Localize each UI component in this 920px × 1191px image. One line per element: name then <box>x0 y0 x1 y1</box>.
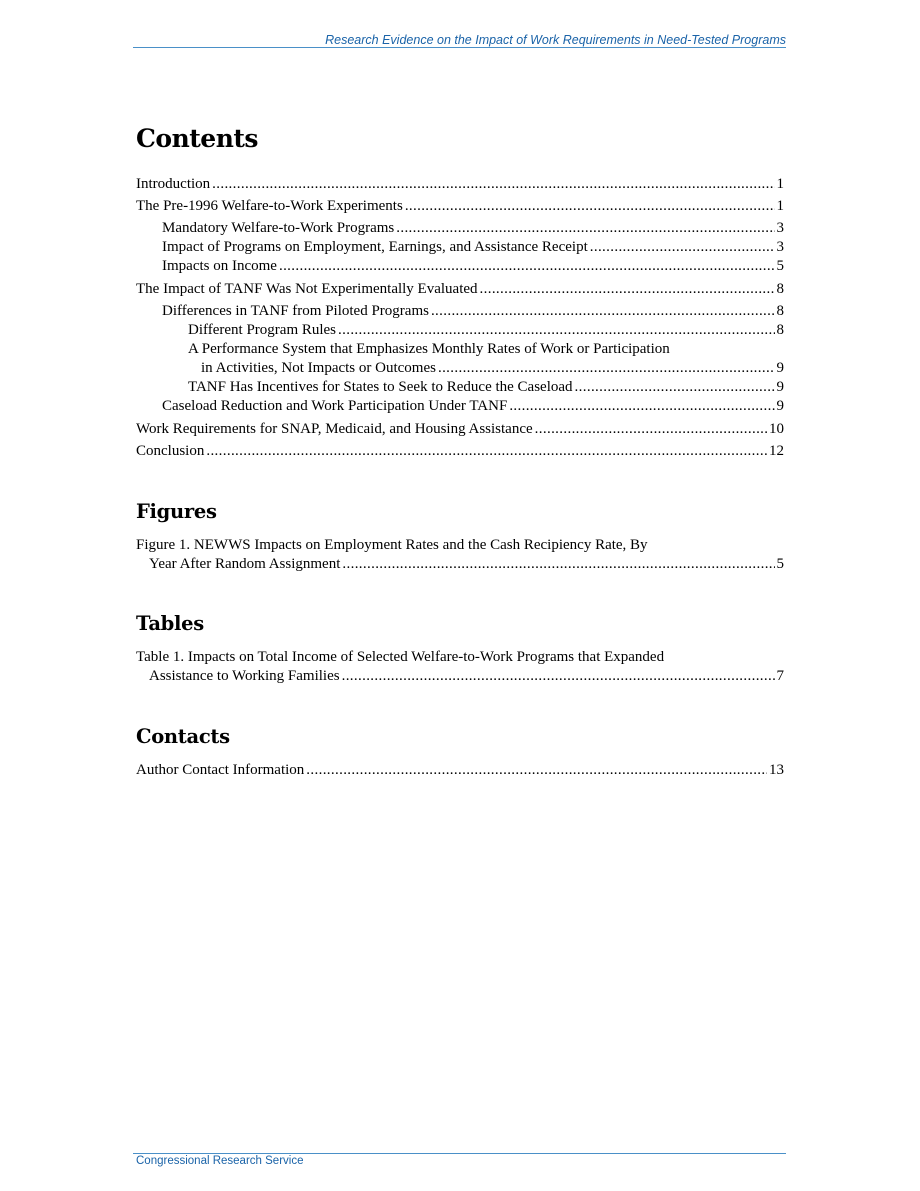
toc-entry-impacts-income[interactable]: Impacts on Income ..... 5 <box>162 257 784 276</box>
footer-rule <box>133 1153 786 1154</box>
toc-entry-pre1996[interactable]: The Pre-1996 Welfare-to-Work Experiments ..... 1 <box>136 197 784 216</box>
toc-entry-tanf-not-evaluated[interactable]: The Impact of TANF Was Not Experimentally Evaluated ..... 8 <box>136 280 784 299</box>
toc-entry-conclusion[interactable]: Conclusion ..... 12 <box>136 442 784 461</box>
toc-entry-introduction[interactable]: Introduction ..... 1 <box>136 175 784 194</box>
footer-org: Congressional Research Service <box>136 1155 304 1167</box>
toc-entry-mandatory[interactable]: Mandatory Welfare-to-Work Programs ..... 3 <box>162 219 784 238</box>
figures-heading: Figures <box>136 500 217 523</box>
contacts-heading: Contacts <box>136 725 230 748</box>
toc-entry-figure-1[interactable]: Figure 1. NEWWS Impacts on Employment Rates and the Cash Recipiency Rate, By Year After Random Assignment ..... 5 <box>136 536 784 574</box>
toc-entry-performance-system[interactable]: A Performance System that Emphasizes Monthly Rates of Work or Participation in Activities, Not Impacts or Outcomes ..... 9 <box>188 340 784 378</box>
toc-entry-caseload-reduction[interactable]: Caseload Reduction and Work Participation Under TANF ..... 9 <box>162 397 784 416</box>
tables-heading: Tables <box>136 612 204 635</box>
toc-entry-incentives[interactable]: TANF Has Incentives for States to Seek to Reduce the Caseload ..... 9 <box>188 378 784 397</box>
toc-entry-differences[interactable]: Differences in TANF from Piloted Programs ..... 8 <box>162 302 784 321</box>
contents-heading: Contents <box>136 124 259 153</box>
header-rule <box>133 47 786 48</box>
toc-entry-table-1[interactable]: Table 1. Impacts on Total Income of Selected Welfare-to-Work Programs that Expanded Assistance to Working Families ..... 7 <box>136 648 784 686</box>
toc-entry-author-contact[interactable]: Author Contact Information ..... 13 <box>136 761 784 780</box>
toc-entry-program-rules[interactable]: Different Program Rules ..... 8 <box>188 321 784 340</box>
running-header: Research Evidence on the Impact of Work Requirements in Need-Tested Programs <box>325 33 786 47</box>
toc-entry-impact-employment[interactable]: Impact of Programs on Employment, Earnings, and Assistance Receipt ..... 3 <box>162 238 784 257</box>
toc-entry-work-requirements[interactable]: Work Requirements for SNAP, Medicaid, and Housing Assistance ..... 10 <box>136 420 784 439</box>
